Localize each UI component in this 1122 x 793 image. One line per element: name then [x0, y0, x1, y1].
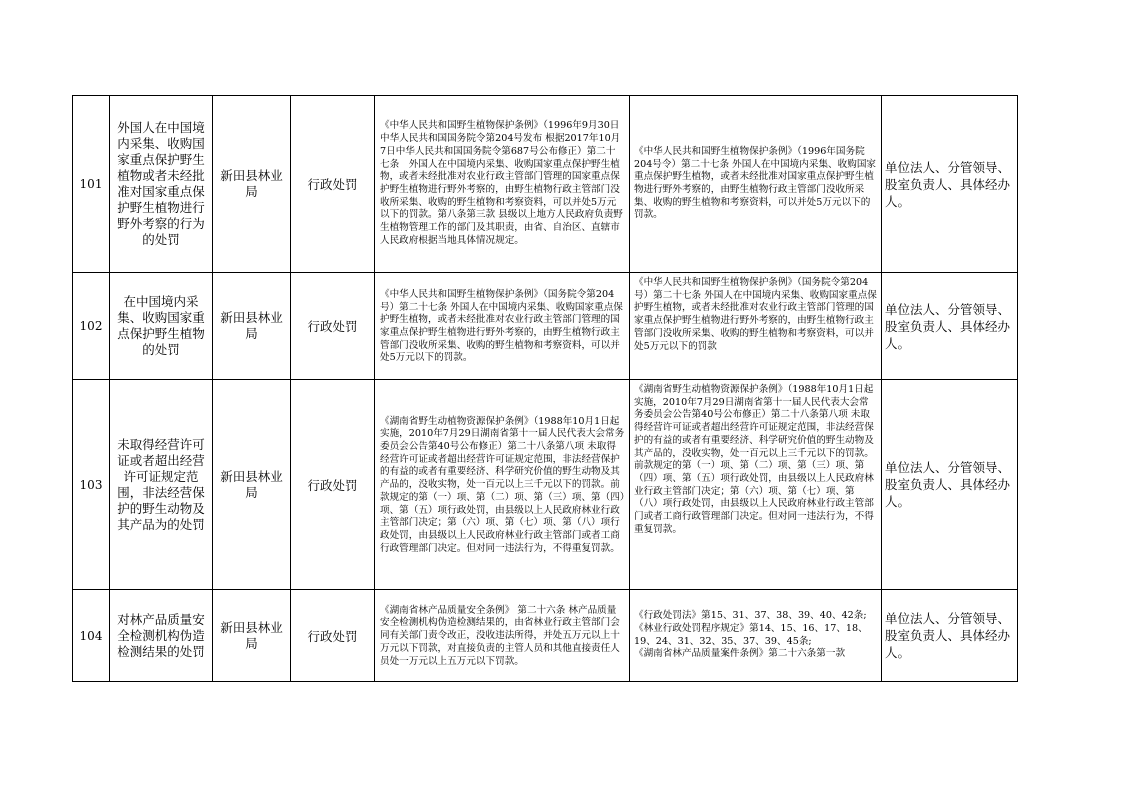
action-type: 行政处罚: [291, 96, 375, 273]
legal-basis-text: 《湖南省野生动植物资源保护条例》（1988年10月1日起实施，2010年7月29日湖南省第十一届人民代表大会常务委员会公告第40号公布修正）第二十八条第八项 未取得经营许可证或者超出经营许可证规定范围，非法经营保护的有益的或者有重要经济、科学研究价值的野生动物及其产品的，没收实物，处一百元以上三千元以下的罚款。前款规定的第（一）项、第（二）项、第（三）项、第（四）项、第（五）项行政处罚，由县级以上人民政府林业行政主管部门决定；第（六）项、第（七）项、第（八）项行政处罚，由县级以上人民政府林业行政主管部门或者工商行政管理部门决定。但对同一违法行为，不得重复罚款。: [380, 415, 625, 554]
department: 新田县林业局: [213, 380, 291, 590]
item-name: 在中国境内采集、收购国家重点保护野生植物的处罚: [110, 273, 213, 380]
responsible-persons: 单位法人、分管领导、股室负责人、具体经办人。: [882, 380, 1018, 590]
row-number: 103: [73, 380, 110, 590]
department: 新田县林业局: [213, 273, 291, 380]
penalty-basis-text: 《行政处罚法》第15、31、37、38、39、40、42条; 《林业行政处罚程序规定》第14、15、16、17、18、19、24、31、32、35、37、39、45条; 《湖南省林产品质量案件条例》第二十六条第一款: [634, 610, 868, 660]
penalty-basis: [630, 273, 882, 380]
responsible-persons: 单位法人、分管领导、股室负责人、具体经办人。: [882, 590, 1018, 682]
item-name: 未取得经营许可证或者超出经营许可证规定范围，非法经营保护的野生动物及其产品为的处罚: [110, 380, 213, 590]
row-number: 101: [73, 96, 110, 273]
legal-basis: [375, 590, 630, 682]
penalty-basis-text: 《中华人民共和国野生植物保护条例》（国务院令第204号）第二十七条 外国人在中国境内采集、收购国家重点保护野生植物，或者未经批准对农业行政主管部门管理的国家重点保护野生植物进行野外考察的，由野生植物行政主管部门没收所采集、收购的野生植物和考察资料，可以并处5万元以下的罚款: [634, 277, 877, 352]
item-name: 外国人在中国境内采集、收购国家重点保护野生植物或者未经批准对国家重点保护野生植物进行野外考察的行为的处罚: [110, 96, 213, 273]
legal-basis: [375, 96, 630, 273]
table-row: [73, 273, 1018, 380]
responsible-persons: 单位法人、分管领导、股室负责人、具体经办人。: [882, 273, 1018, 380]
action-type: 行政处罚: [291, 380, 375, 590]
penalty-basis: [630, 380, 882, 590]
department: 新田县林业局: [213, 590, 291, 682]
legal-basis: [375, 273, 630, 380]
penalty-basis-text: 《湖南省野生动植物资源保护条例》（1988年10月1日起实施，2010年7月29日湖南省第十一届人民代表大会常务委员会公告第40号公布修正）第二十八条第八项 未取得经营许可证或者超出经营许可证规定范围，非法经营保护的有益的或者有重要经济、科学研究价值的野生动物及其产品的，没收实物，处一百元以上三千元以下的罚款。前款规定的第（一）项、第（二）项、第（三）项、第（四）项、第（五）项行政处罚，由县级以上人民政府林业行政主管部门决定；第（六）项、第（七）项、第（八）项行政处罚，由县级以上人民政府林业行政主管部门或者工商行政管理部门决定。但对同一违法行为，不得重复罚款。: [634, 384, 874, 535]
action-type: 行政处罚: [291, 273, 375, 380]
legal-basis-text: 《中华人民共和国野生植物保护条例》（1996年9月30日中华人民共和国国务院令第204号发布 根据2017年10月7日中华人民共和国国务院令第687号公布修正）第二十七条 外国人在中国境内采集、收购国家重点保护野生植物，或者未经批准对农业行政主管部门管理的国家重点保护野生植物进行野外考察的，由野生植物行政主管部门没收所采集、收购的野生植物和考察资料，可以并处5万元以下的罚款。第八条第三款 县级以上地方人民政府负责野生植物管理工作的部门及其职责，由省、自治区、直辖市人民政府根据当地具体情况规定。: [380, 120, 623, 246]
table-row: [73, 380, 1018, 590]
action-type: 行政处罚: [291, 590, 375, 682]
table-row: [73, 590, 1018, 682]
penalty-table: [72, 95, 1018, 682]
penalty-basis: [630, 590, 882, 682]
table-row: [73, 96, 1018, 273]
penalty-basis: [630, 96, 882, 273]
department: 新田县林业局: [213, 96, 291, 273]
legal-basis: [375, 380, 630, 590]
responsible-persons: 单位法人、分管领导、股室负责人、具体经办人。: [882, 96, 1018, 273]
row-number: 104: [73, 590, 110, 682]
item-name: 对林产品质量安全检测机构伪造检测结果的处罚: [110, 590, 213, 682]
row-number: 102: [73, 273, 110, 380]
penalty-basis-text: 《中华人民共和国野生植物保护条例》（1996年国务院204号令）第二十七条 外国人在中国境内采集、收购国家重点保护野生植物，或者未经批准对国家重点保护野生植物进行野外考察的，由野生植物行政主管部门没收所采集、收购的野生植物和考察资料，可以并处5万元以下的罚款。: [634, 145, 877, 221]
legal-basis-text: 《中华人民共和国野生植物保护条例》（国务院令第204号）第二十七条 外国人在中国境内采集、收购国家重点保护野生植物，或者未经批准对农业行政主管部门管理的国家重点保护野生植物进行野外考察的，由野生植物行政主管部门没收所采集、收购的野生植物和考察资料，可以并处5万元以下的罚款。: [380, 288, 623, 364]
legal-basis-text: 《湖南省林产品质量安全条例》 第二十六条 林产品质量安全检测机构伪造检测结果的，由省林业行政主管部门会同有关部门责令改正，没收违法所得，并处五万元以上十万元以下罚款，对直接负责的主管人员和其他直接责任人员处一万元以上五万元以下罚款。: [380, 604, 620, 667]
